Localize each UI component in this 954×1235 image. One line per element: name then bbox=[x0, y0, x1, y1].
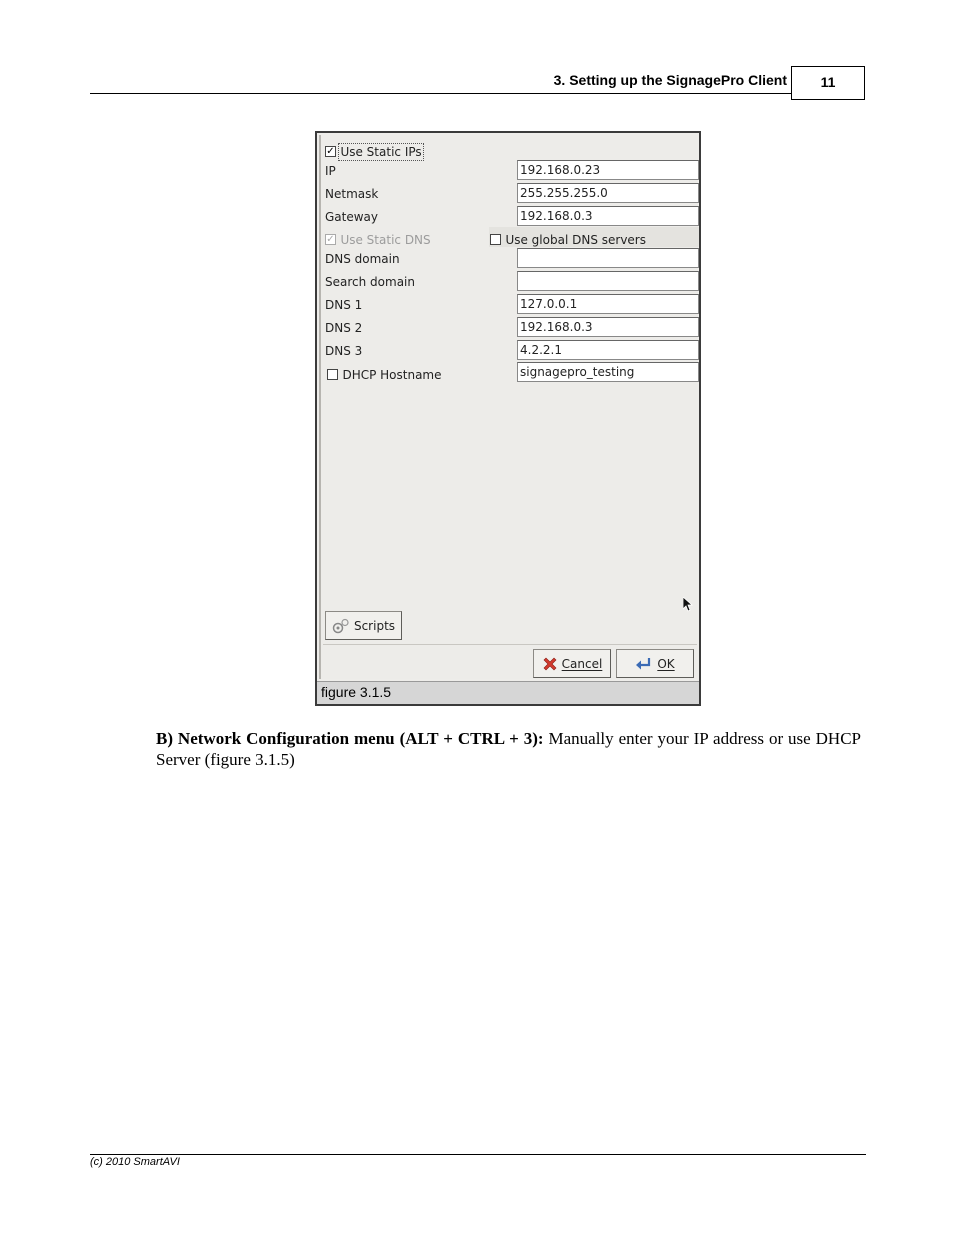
ip-label: IP bbox=[325, 164, 336, 178]
use-static-dns-option[interactable] bbox=[325, 231, 431, 249]
scripts-button-label: Scripts bbox=[353, 618, 396, 633]
page-number: 11 bbox=[791, 66, 865, 100]
network-config-dialog bbox=[319, 135, 697, 679]
dhcp-hostname-checkbox[interactable] bbox=[327, 369, 338, 380]
figure-caption: figure 3.1.5 bbox=[317, 681, 699, 704]
figure-screenshot bbox=[315, 131, 701, 706]
search-domain-input[interactable] bbox=[517, 271, 699, 291]
body-paragraph bbox=[156, 728, 861, 770]
enter-arrow-icon bbox=[635, 656, 653, 672]
dns2-input[interactable]: 192.168.0.3 bbox=[517, 317, 699, 337]
ip-input[interactable]: 192.168.0.23 bbox=[517, 160, 699, 180]
cancel-button[interactable] bbox=[533, 649, 611, 678]
search-domain-label: Search domain bbox=[325, 275, 415, 289]
dns3-label: DNS 3 bbox=[325, 344, 363, 358]
dns2-label: DNS 2 bbox=[325, 321, 363, 335]
netmask-input[interactable]: 255.255.255.0 bbox=[517, 183, 699, 203]
gateway-input[interactable]: 192.168.0.3 bbox=[517, 206, 699, 226]
running-header-title: 3. Setting up the SignagePro Client bbox=[553, 72, 787, 88]
dns3-input[interactable]: 4.2.2.1 bbox=[517, 340, 699, 360]
dhcp-hostname-option[interactable] bbox=[327, 366, 442, 384]
paragraph-text: Manually enter your IP address or use DHCP Server (figure 3.1.5) bbox=[156, 729, 861, 769]
gear-icon bbox=[332, 618, 350, 634]
use-global-dns-checkbox[interactable] bbox=[490, 234, 501, 245]
netmask-label: Netmask bbox=[325, 187, 379, 201]
footer-copyright: (c) 2010 SmartAVI bbox=[90, 1156, 180, 1168]
ok-button[interactable] bbox=[616, 649, 694, 678]
use-global-dns-label: Use global DNS servers bbox=[505, 233, 646, 247]
use-static-dns-label: Use Static DNS bbox=[340, 233, 431, 247]
dns-domain-input[interactable] bbox=[517, 248, 699, 268]
scripts-button[interactable] bbox=[325, 611, 402, 640]
ok-button-label: OK bbox=[657, 656, 675, 671]
cancel-button-label: Cancel bbox=[561, 656, 603, 671]
header-rule bbox=[90, 93, 791, 94]
footer-rule bbox=[90, 1154, 866, 1155]
gateway-label: Gateway bbox=[325, 210, 379, 224]
paragraph-lead: B) Network Configuration menu (ALT + CTRL + 3): bbox=[156, 729, 544, 748]
button-separator bbox=[323, 644, 697, 645]
dns-domain-label: DNS domain bbox=[325, 252, 400, 266]
dns1-input[interactable]: 127.0.0.1 bbox=[517, 294, 699, 314]
mouse-cursor-icon bbox=[683, 597, 693, 613]
use-static-ips-option[interactable] bbox=[325, 143, 422, 161]
use-global-dns-option[interactable] bbox=[489, 227, 699, 247]
use-static-dns-checkbox[interactable]: ✓ bbox=[326, 234, 335, 246]
use-static-ips-label: Use Static IPs bbox=[340, 145, 422, 159]
dhcp-hostname-label: DHCP Hostname bbox=[342, 368, 442, 382]
dns1-label: DNS 1 bbox=[325, 298, 363, 312]
use-static-ips-checkbox[interactable]: ✓ bbox=[326, 146, 335, 158]
cancel-x-icon bbox=[542, 656, 558, 672]
dhcp-hostname-input[interactable]: signagepro_testing bbox=[517, 362, 699, 382]
